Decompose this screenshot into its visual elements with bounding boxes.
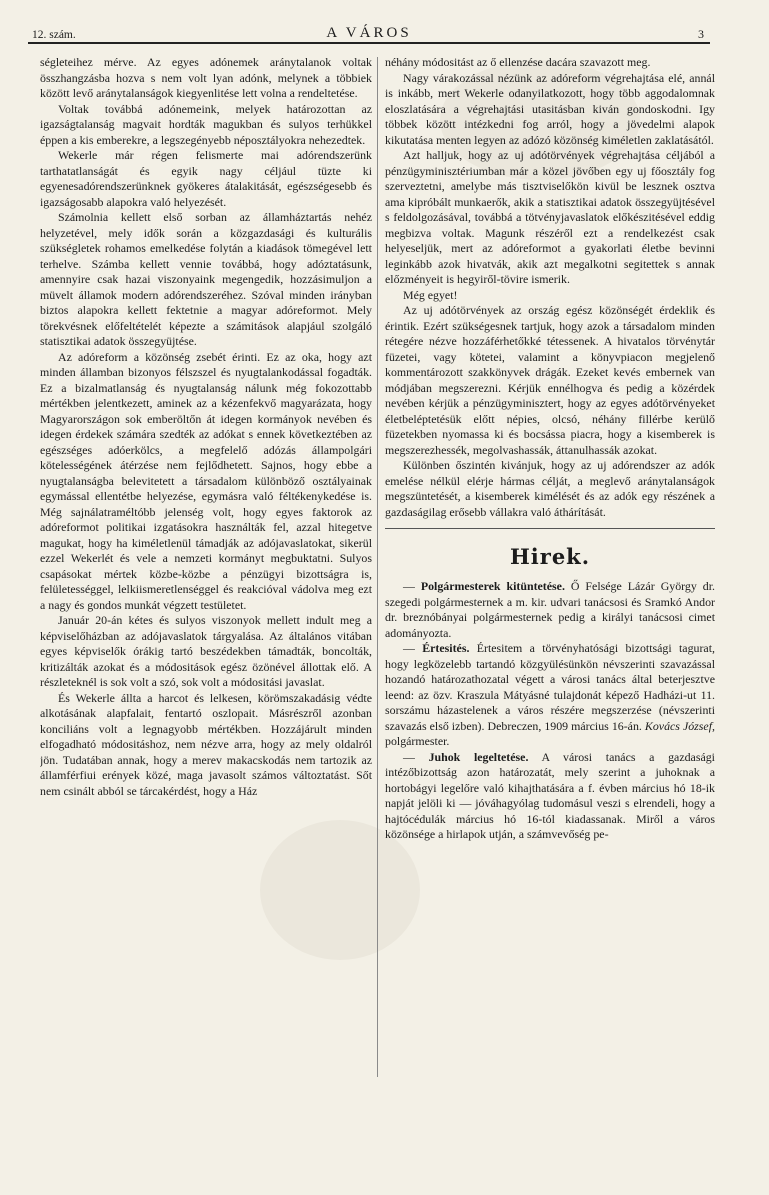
article-paragraph: Az adóreform a közönség zsebét érinti. Ez az oka, hogy azt minden államban bizonyos félszszel és nyugtalankodással fogadták. Ez a bizalmatlanság és nyugtalanság nálunk még fokozottabb mértékben jelentkezett, aminek az a kézenfekvő magyarázata, hogy Magyarországon sok emberöltőn át idegen kormányok nevében és idegen érdekek számára szedték az adókat s ennek következtében az egészséges adóerkölcs, a megfelelő adózás állampolgári kötelességének átérzése nem fejlődhetett. Sajnos, hogy ebbe a nyugtalanságba belevitetett a társadalom különböző osztályainak egymással ellentétbe helyezése, egymásra való féltékenykedése is. Még sajnálatraméltóbb jelenség volt, hogy egyes faktorok az adóreformot politikai izgatásokra használták fel, azzal hitegetve magukat, hogy ha kiméletlenül támadják az adójavaslatokat, sikerül ezzel Wekerlét és vele a nemzeti kormányt megbuktatni. Sulyos csapásokat mértek közbe-közbe a pénzügyi bizottságra is, felületességgel, lelkiismeretlenséggel és reakcióval vádolva meg ezt a nagy és gondos munkát végzett testületet. <box>40 349 372 612</box>
news-headline: Juhok legeltetése. <box>428 749 529 764</box>
news-headline: Értesités. <box>422 641 470 655</box>
article-paragraph: És Wekerle állta a harcot és lelkesen, körömszakadásig védte alkotásának alapfalait, fentartó oszlopait. Másrészről azonban konciliáns volt a legnagyobb mértékben. Hozzájárult minden elfogadható módositáshoz, nem nézve arra, hogy az mely oldalról jön. Tudatában annak, hogy a merev makacskodás nem tartozik az államférfiui erények közé, maga javasolt számos változtatást. Sőt nem csinált abból se tárcakérdést, hogy a Ház <box>40 690 372 798</box>
article-paragraph: Január 20-án kétes és sulyos viszonyok mellett indult meg a képviselőházban az adójavaslatok tárgyalása. Az általános vitában egyes képviselők órákig tartó beszédekben támadták, boncolták, kritizálták azokat és a módositások egész özönével állottak elő. A részleteknél is sok volt a szó, sok volt a módositási javaslat. <box>40 613 372 689</box>
article-paragraph: Még egyet! <box>403 287 458 302</box>
article-paragraph: Wekerle már régen felismerte mai adórendszerünk tarthatatlanságát és egyik nagy céljául tüzte ki egyenesadórendszerünknek gyökeres átalakitását, egészségesebb és igazságosabb alapokra való helyezését. <box>40 148 372 209</box>
news-body: A városi tanács a gazdasági intézőbizottság azon határozatát, mely szerint a juhoknak a hortobágyi legelőre való kihajthatására a f. évben március hó 18-ik napját jelöli ki — jóváhagyólag tudomásul veszi s elrendeli, hogy a hajtócédulák március hó 16-tól kiadassanak. Miről a város közönsége a hirlapok utján, a számvevőség pe- <box>385 749 715 841</box>
news-item: — Polgármesterek kitüntetése. Ő Felsége Lázár György dr. szegedi polgármesternek a m. kir. udvari tanácsosi és Sramkó Andor dr. breznóbányai polgármesternek pedig a királyi tanácsosi cimet adományozta. <box>385 579 715 640</box>
newspaper-title: A VÁROS <box>326 25 412 41</box>
news-item: — Juhok legeltetése. A városi tanács a gazdasági intézőbizottság azon határozatát, mely szerint a juhoknak a hortobágyi legelőre való kihajthatására a f. évben március hó 18-ik napját jelöli ki — jóváhagyólag tudomásul veszi s elrendeli, hogy a hajtócédulák március hó 16-tól kiadassanak. Miről a város közönsége a hirlapok utján, a számvevőség pe- <box>385 749 715 841</box>
news-body: Értesitem a törvényhatósági bizottsági tagurat, hogy legközelebb tartandó közgyülésünkön névszerinti szavazással hozandó határozathozatal végett a városi tanács által beterjesztve leend: az özv. Kraszula Mátyásné tulajdonát képező Hadházi-ut 11. sorszámu házastelenek a város részére megszerzése (névszerinti szavazás első izben). Debreczen, 1909 március 16-án. <box>385 641 715 733</box>
news-headline: Polgármesterek kitüntetése. <box>420 579 565 593</box>
article-paragraph: Nagy várakozással nézünk az adóreform végrehajtása elé, annál is inkább, mert Wekerle odanyilatkozott, hogy több aggodalomnak eloszlatására a végrehajtási utasitásban kiván gondoskodni. Igy többek között intézkedni fog arról, hogy a jövedelmi alapok kikutatása menten legyen az adózó közönség kiméletlen zaklatásától. <box>385 70 715 147</box>
article-paragraph: néhány módositást az ő ellenzése dacára szavazott meg. <box>385 55 651 69</box>
column-divider <box>377 57 378 1077</box>
right-column <box>385 55 715 1165</box>
news-body: Ő Felsége Lázár György dr. szegedi polgármesternek a m. kir. udvari tanácsosi és Sramkó Andor dr. breznóbányai polgármesternek pedig a királyi tanácsosi cimet adományozta. <box>385 579 715 640</box>
section-separator <box>385 528 715 529</box>
article-paragraph: Azt halljuk, hogy az uj adótörvények végrehajtása céljából a pénzügyminisztériumban már a közel jövőben egy uj főosztály fog szerveztetni, amelybe más tisztviselőkön kivül be lesznek osztva ama kipróbált munkaerők, akik a statisztikai adatok összegyüjtésével s feldolgozásával, továbbá a tötvényjavaslatok előkészitésével eddig megbizva voltak. Magunk részéről ezt a rendelkezést csak helyeseljük, mert az adóreformot a gyakorlati életbe bevinni leginkább azok hivatvák, akik azt megalkotni segitettek s annak előzményeit is hegyiről-tövire ismerik. <box>385 148 715 286</box>
issue-number: 12. szám. <box>32 29 76 41</box>
article-paragraph: Számolnia kellett első sorban az államháztartás nehéz helyzetével, mely idők során a közgazdasági és kulturális szükségletek rohamos emelkedése folytán a kiadások tömegével lett terhelve. Számba kellett vennie továbbá, hogy adóztatásunk, amennyire csak hazai viszonyaink megengedik, hozzásimuljon a müvelt államok modern adórendszeréhez. Szóval minden irányban biztos alapokra kellett fektetnie a magyar adóreformot. Mely törekvésnek előfeltételét képezte a számitások alapjául szolgáló statisztikai adatok összegyüjtése. <box>40 210 372 348</box>
article-paragraph: Az uj adótörvények az ország egész közönségét érdeklik és érintik. Ezért szükségesnek tartjuk, hogy azok a társadalom minden rétegére nézve hozzáférhetőkké tétessenek. A hivatalos törvénytár füzetei, vagy kötetei, valamint a könyvpiacon megjelenő kommentározott szakkönyvek drágák. Ezeket kevés embernek van módjában megszerezni. Kérjük ennélhogva és pedig a közérdek nevében kérjük a pénzügyminisztert, hogy az egyes adótörvényeket életbeléptetésük előtt népies, olcsó, néhány fillérbe kerülő füzetekben nyomassa ki és bocsássa piacra, hogy a kisemberek is megszerezhessék, megolvashassák, áttanulhassák azokat. <box>385 303 715 457</box>
left-column <box>40 55 372 1165</box>
page-header <box>28 20 710 46</box>
news-item: — Értesités. Értesitem a törvényhatósági bizottsági tagurat, hogy legközelebb tartandó közgyülésünkön névszerinti szavazással hozandó határozathozatal végett a városi tanács által beterjesztve leend: az özv. Kraszula Mátyásné tulajdonát képező Hadházi-ut 11. sorszámu házastelenek a város részére megszerzése (névszerinti szavazás első izben). Debreczen, 1909 március 16-án. Kovács József, polgármester. <box>385 641 715 748</box>
page-number: 3 <box>698 27 704 41</box>
news-section-title: Hirek. <box>509 544 591 569</box>
article-paragraph: Voltak továbbá adónemeink, melyek határozottan az igazságtalanság magvait hordták magukban és sulyos terhükkel éppen a kis emberekre, a legszegényebb néposztályokra nehezedtek. <box>40 101 372 147</box>
article-paragraph: ségleteihez mérve. Az egyes adónemek aránytalanok voltak összhangzásba hozva s nem volt lyan adónk, melynek a többiek között levő aránytalanságok kiegyenlitése lett volna a rendeltetése. <box>40 55 372 100</box>
article-paragraph: Különben őszintén kivánjuk, hogy az uj adórendszer az adók emelése nélkül elérje hármas célját, a meglevő aránytalanságok megszüntetését, a kisemberek kimélését és az adók egy részének a gazdaságilag erősebb vállakra való áthárítását. <box>385 458 715 519</box>
news-signature-role: polgármester. <box>385 734 450 748</box>
news-signature: Kovács József, <box>644 718 715 733</box>
header-rule <box>28 42 710 44</box>
